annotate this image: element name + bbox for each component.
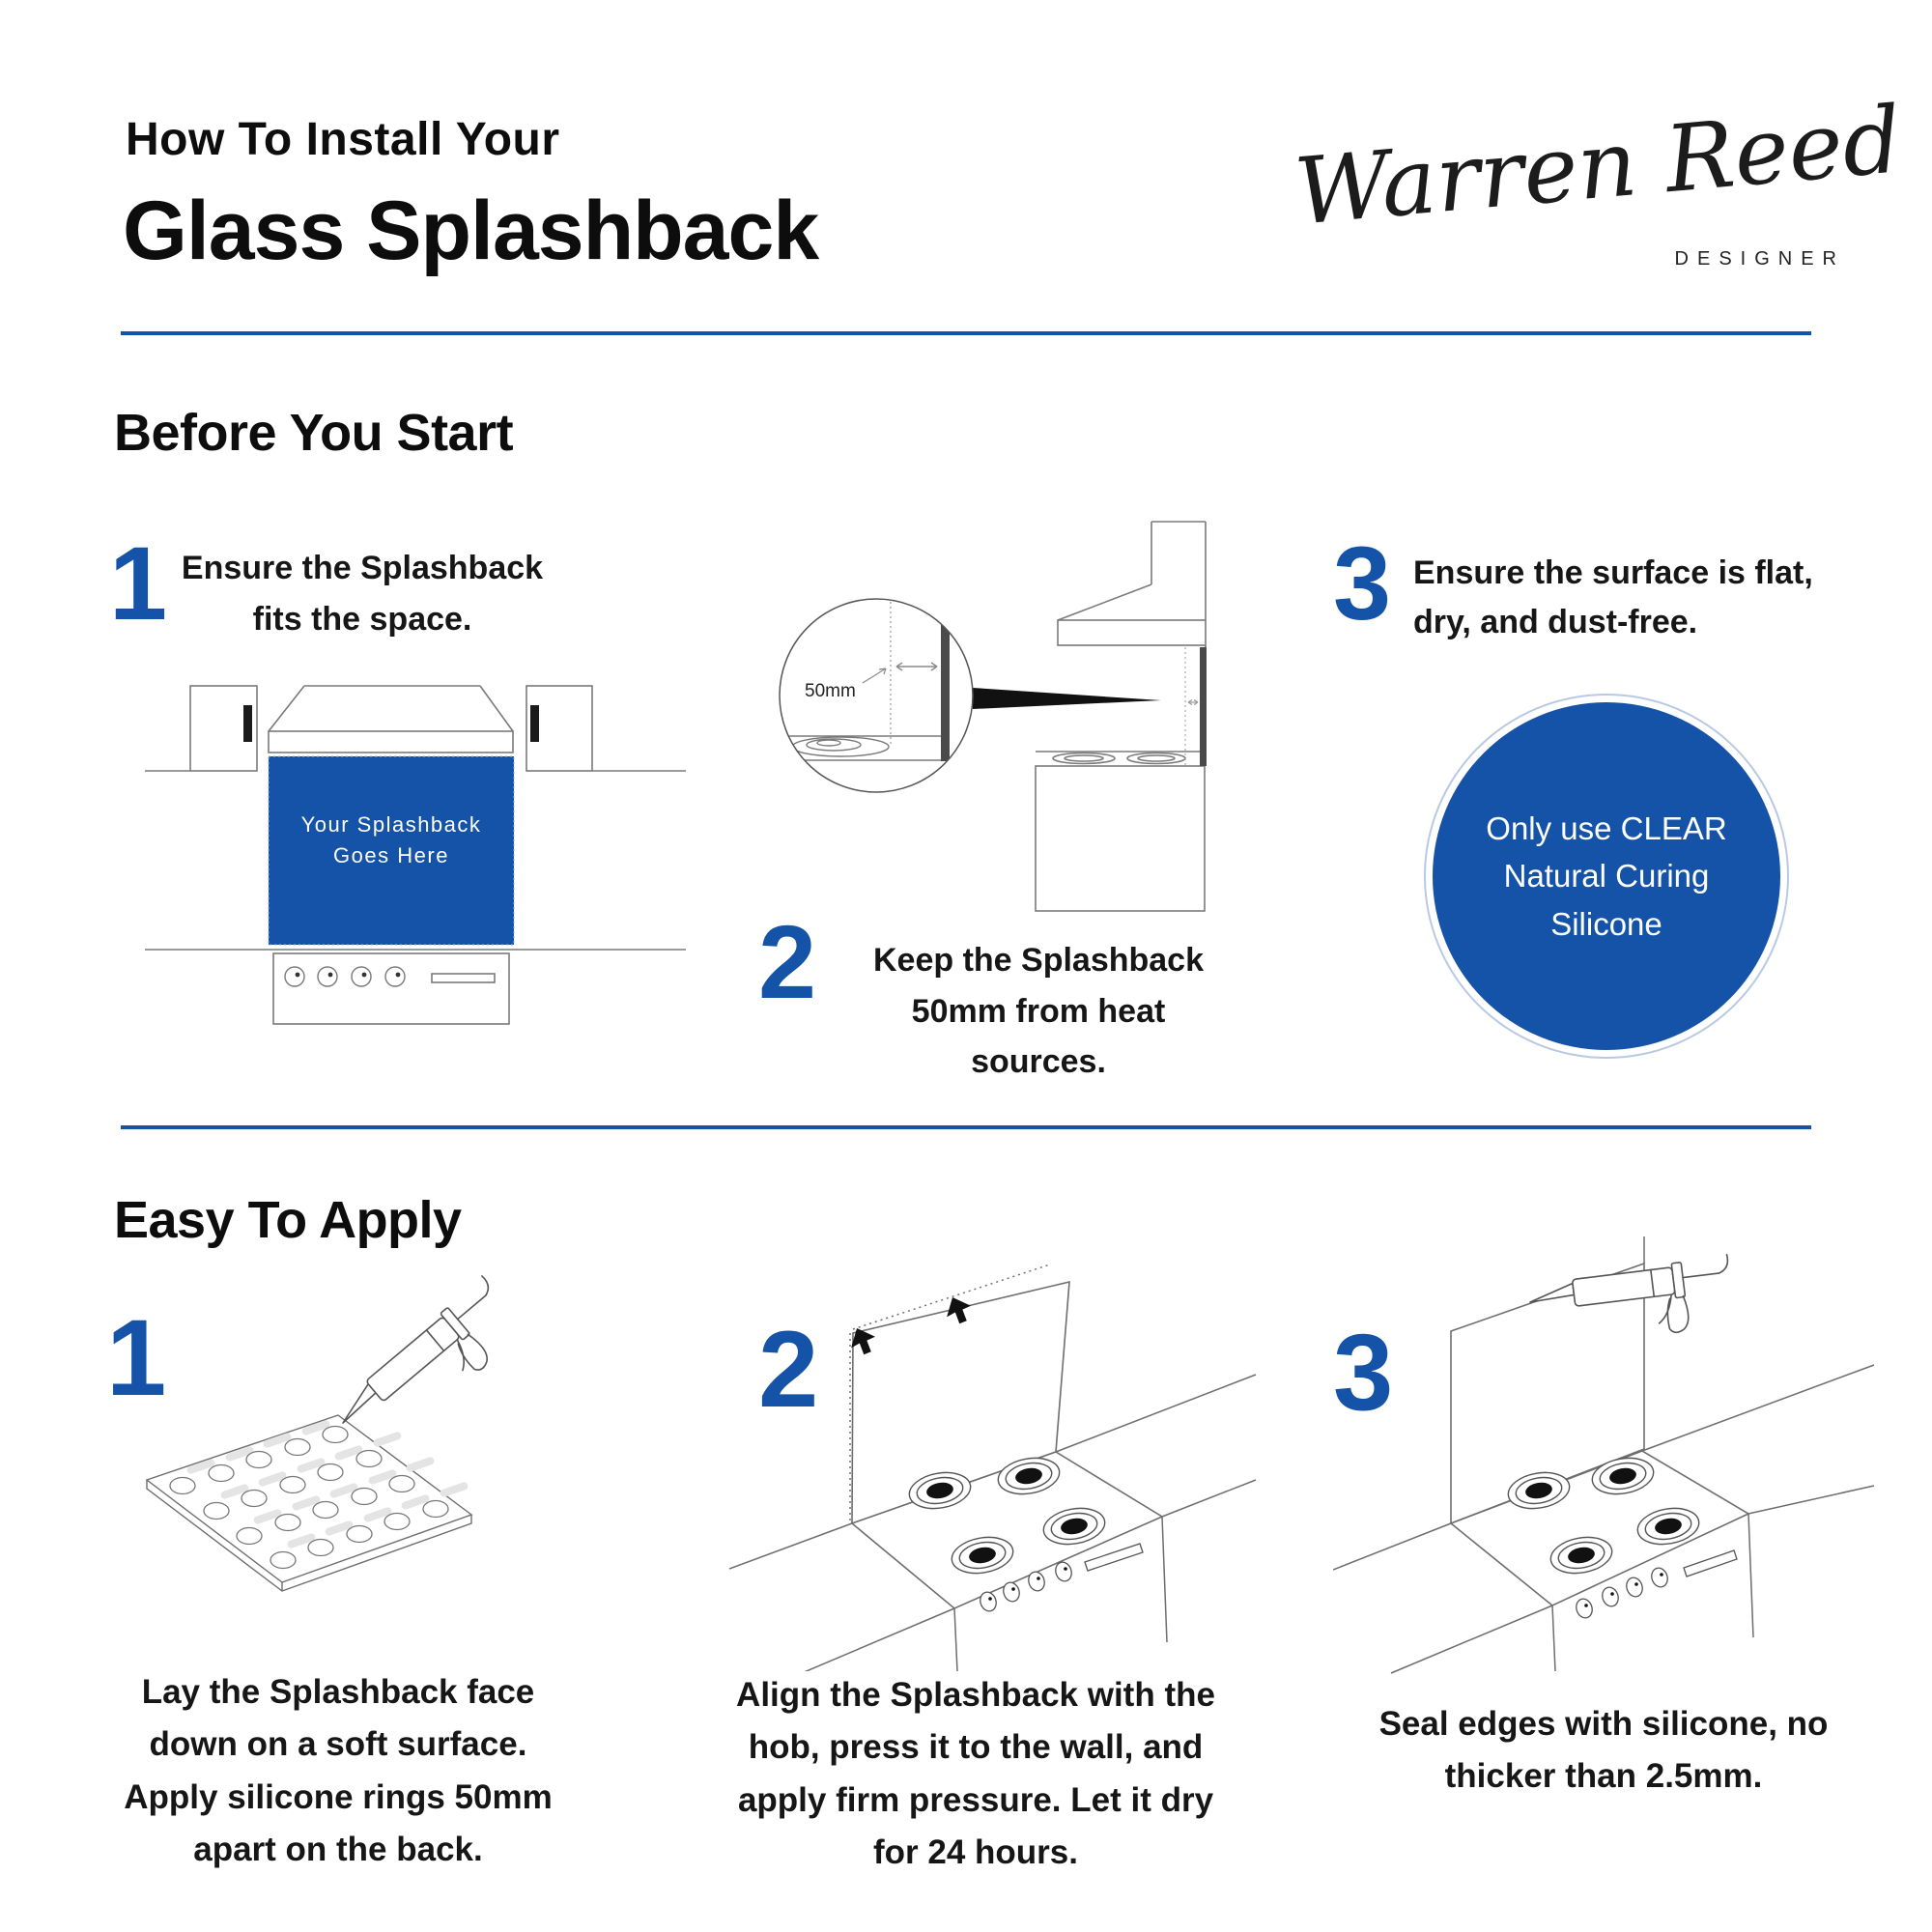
apply-step1-number: 1 — [106, 1297, 167, 1418]
note-line-2: Natural Curing — [1503, 858, 1710, 895]
section-heading-before: Before You Start — [114, 404, 514, 462]
counter-edge-right — [1056, 1375, 1256, 1452]
apply-step3-caption: Seal edges with silicone, no thicker than 2.5mm. — [1378, 1705, 1829, 1796]
apply-illustration-align — [715, 1236, 1275, 1671]
note-line-3: Silicone — [1550, 905, 1662, 942]
control-display-slot — [1684, 1550, 1737, 1577]
measure-label: 50mm — [805, 681, 856, 701]
note-line-1: Only use CLEAR — [1486, 810, 1727, 846]
counter-edge-left — [729, 1523, 852, 1569]
logo-subtitle: DESIGNER — [1674, 248, 1845, 270]
apply-illustration-lay-flat — [135, 1256, 599, 1700]
before-step1-text: Ensure the Splashback fits the space. — [181, 550, 544, 638]
splashback-edge-side — [1200, 647, 1207, 766]
before-step3-text: Ensure the surface is flat, dry, and dust-free. — [1413, 554, 1813, 640]
magnifier-callout-wedge — [973, 688, 1161, 709]
hood-slope — [1058, 584, 1151, 620]
divider-top — [121, 331, 1811, 335]
gap-arrow-small — [1188, 700, 1198, 705]
magnifier-content — [780, 597, 950, 761]
oven-handle — [432, 974, 495, 982]
silicone-note-circle — [1433, 702, 1780, 1050]
apply-step3-number: 3 — [1333, 1312, 1394, 1433]
stove-front — [273, 953, 509, 1024]
section-heading-apply: Easy To Apply — [114, 1191, 462, 1249]
splashback-label-line1: Your Splashback — [300, 812, 482, 837]
before-step1-number: 1 — [109, 525, 168, 641]
distance-arrow — [896, 663, 937, 670]
divider-middle — [121, 1125, 1811, 1129]
splashback-label-line2: Goes Here — [333, 842, 449, 867]
diagram-heat-distance — [763, 512, 1304, 947]
page-title-line1: How To Install Your — [126, 114, 560, 165]
before-step2-text: Keep the Splashback 50mm from heat sources. — [872, 942, 1204, 1081]
apply-step2-number: 2 — [758, 1309, 819, 1430]
splashback-edge-zoom — [941, 623, 950, 761]
brand-logo — [1291, 87, 1906, 299]
silicone-note-text — [1486, 805, 1726, 949]
apply-step1-caption: Lay the Splashback face down on a soft surface. Apply silicone rings 50mm apart on the back. — [124, 1673, 553, 1868]
before-step3-number: 3 — [1333, 525, 1392, 641]
apply-illustration-seal — [1333, 1236, 1893, 1681]
side-view-outline — [1036, 522, 1206, 911]
stove-knobs — [285, 967, 405, 986]
before-step2-number: 2 — [758, 903, 817, 1020]
left-cabinet-handle — [243, 705, 252, 742]
label-pointer-arrow — [863, 668, 886, 683]
stove-body-side — [1036, 766, 1205, 911]
splashback-label — [269, 810, 514, 871]
apply-step2-caption: Align the Splashback with the hob, press it to the wall, and apply firm pressure. Let it dry for 24 hours. — [736, 1676, 1215, 1871]
right-cabinet-handle — [530, 705, 539, 742]
logo-signature: Warren Reed — [1291, 87, 1906, 246]
page-title-line2: Glass Splashback — [123, 185, 819, 277]
hood-band — [1058, 620, 1206, 645]
